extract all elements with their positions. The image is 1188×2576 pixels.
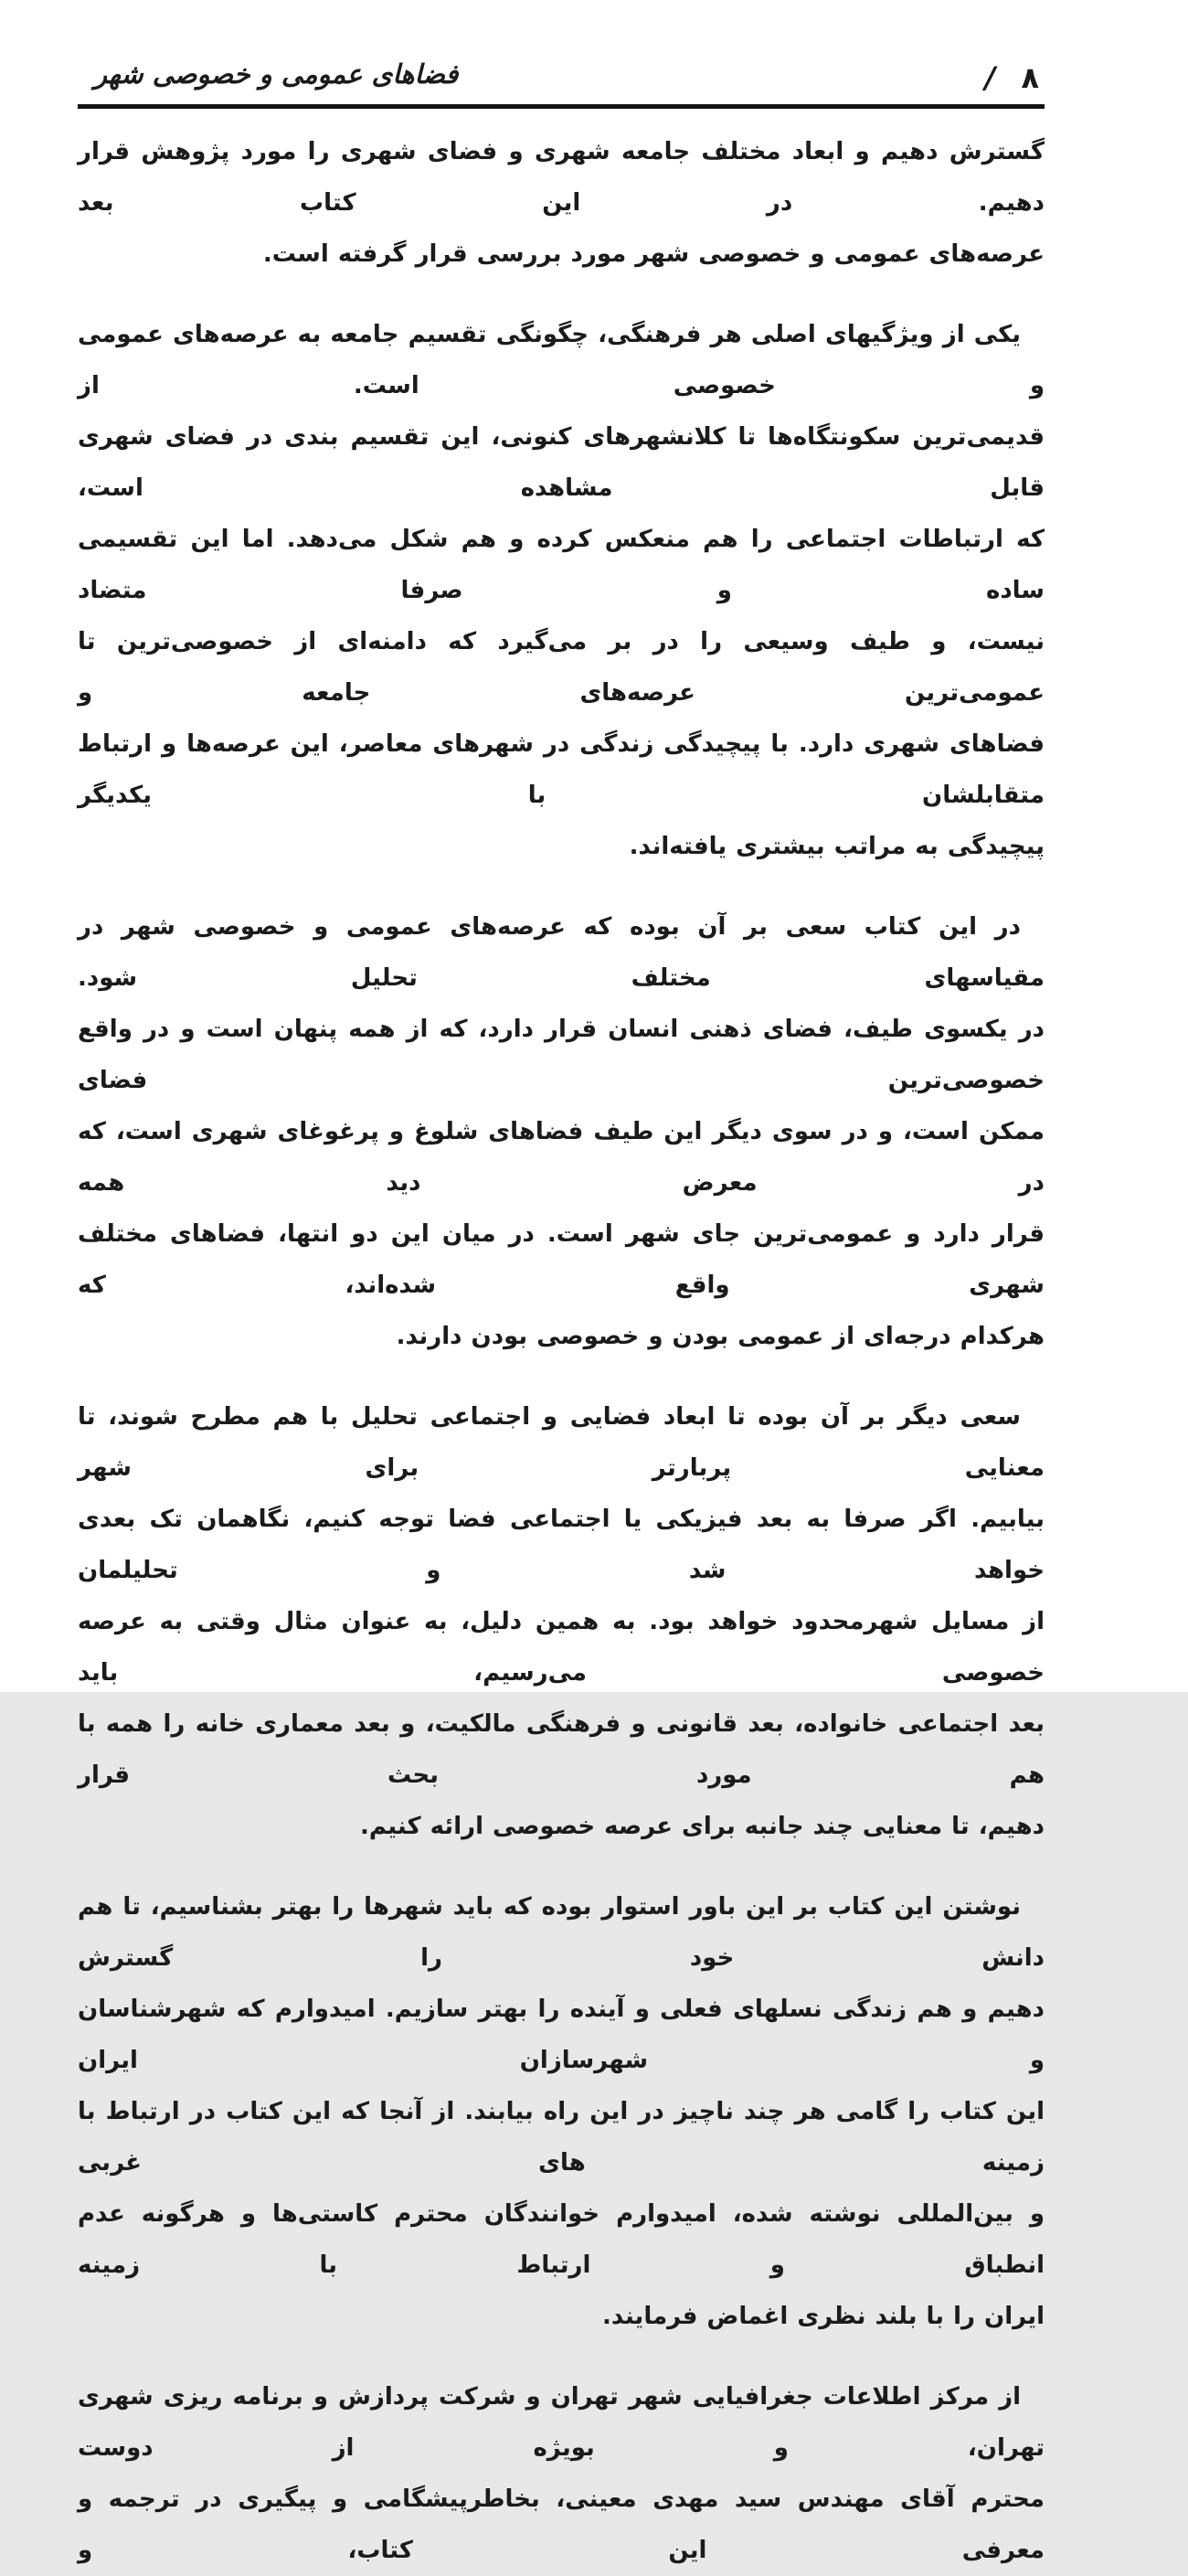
text-line: در این کتاب سعی بر آن بوده که عرصه‌های عمومی و خصوصی شهر در مقیاسهای مختلف تحلیل شود. [78,913,1045,992]
text-line: ممکن است، و در سوی دیگر این طیف فضاهای شلوغ و پرغوغای شهری است، که در معرض دید همه [78,1118,1045,1197]
text-line: محترم آقای مهندس سید مهدی معینی، بخاطرپیشگامی و پیگیری در ترجمه و معرفی این کتاب، و [78,2486,1045,2564]
text-line: هرکدام درجه‌ای از عمومی بودن و خصوصی بودن دارند. [396,1323,1045,1350]
paragraph-5 [78,1881,1045,2342]
text-line: سعی دیگر بر آن بوده تا ابعاد فضایی و اجتماعی تحلیل با هم مطرح شوند، تا معنایی پربارتر برای شهر [78,1403,1045,1482]
paragraph-4 [78,1391,1045,1852]
text-line: ایران را با بلند نظری اغماض فرمایند. [602,2303,1045,2330]
text-line: نیست، و طیف وسیعی را در بر می‌گیرد که دامنه‌ای از خصوصی‌ترین تا عمومی‌ترین عرصه‌های جامعه و [78,628,1045,707]
header-rule [78,104,1045,109]
page-number [985,60,1045,95]
page-number-separator: / [984,60,996,95]
text-line: بعد اجتماعی خانواده، بعد قانونی و فرهنگی مالکیت، و بعد معماری خانه را همه با هم مورد بحث قرار [78,1710,1045,1789]
paragraph-3 [78,901,1045,1362]
text-line: یکی از ویژگیهای اصلی هر فرهنگی، چگونگی تقسیم جامعه به عرصه‌های عمومی و خصوصی است. از [78,321,1045,399]
text-line: قدیمی‌ترین سکونتگاه‌ها تا کلانشهرهای کنونی، این تقسیم بندی در فضای شهری قابل مشاهده است، [78,423,1045,502]
text-line: عرصه‌های عمومی و خصوصی شهر مورد بررسی قرار گرفته است. [262,240,1045,268]
paragraph-2 [78,309,1045,872]
text-line: این کتاب را گامی هر چند ناچیز در این راه بیابند. از آنجا که این کتاب در ارتباط با زمینه های غربی [78,2098,1045,2177]
paragraph-6 [78,2371,1045,2576]
page-header [78,53,1045,95]
page-body [78,113,1045,2576]
text-line: گسترش دهیم و ابعاد مختلف جامعه شهری و فضای شهری را مورد پژوهش قرار دهیم. در این کتاب بعد [78,138,1045,217]
paragraph-1 [78,126,1045,280]
running-title: فضاهای عمومی و خصوصی شهر [94,59,459,90]
text-line: قرار دارد و عمومی‌ترین جای شهر است. در میان این دو انتها، فضاهای مختلف شهری واقع شده‌اند، که [78,1220,1045,1299]
text-line: که ارتباطات اجتماعی را هم منعکس کرده و هم شکل می‌دهد. اما این تقسیمی ساده و صرفا متضاد [78,526,1045,604]
text-line: از مسایل شهرمحدود خواهد بود. به همین دلیل، به عنوان مثال وقتی به عرصه خصوصی می‌رسیم، باید [78,1608,1045,1687]
text-line: فضاهای شهری دارد. با پیچیدگی زندگی در شهرهای معاصر، این عرصه‌ها و ارتباط متقابلشان با یکدیگر [78,730,1045,809]
page-number-value: ۸ [1021,60,1039,95]
text-line: پیچیدگی به مراتب بیشتری یافته‌اند. [629,833,1045,860]
text-line: بیابیم. اگر صرفا به بعد فیزیکی یا اجتماعی فضا توجه کنیم، نگاهمان تک بعدی خواهد شد و تحلیلمان [78,1506,1045,1584]
text-line: نوشتن این کتاب بر این باور استوار بوده که باید شهرها را بهتر بشناسیم، تا هم دانش خود را گسترش [78,1893,1045,1972]
text-line: در یکسوی طیف، فضای ذهنی انسان قرار دارد، که از همه پنهان است و در واقع خصوصی‌ترین فضای [78,1016,1045,1094]
text-line: و بین‌المللی نوشته شده، امیدوارم خوانندگان محترم کاستی‌ها و هرگونه عدم انطباق و ارتباط با زمینه [78,2200,1045,2279]
text-line: دهیم و هم زندگی نسلهای فعلی و آینده را بهتر سازیم. امیدوارم که شهرشناسان و شهرسازان ایران [78,1996,1045,2074]
text-line: دهیم، تا معنایی چند جانبه برای عرصه خصوصی ارائه کنیم. [360,1813,1045,1840]
text-line: از مرکز اطلاعات جغرافیایی شهر تهران و شرکت پردازش و برنامه ریزی شهری تهران، و بویژه از دوست [78,2383,1045,2462]
